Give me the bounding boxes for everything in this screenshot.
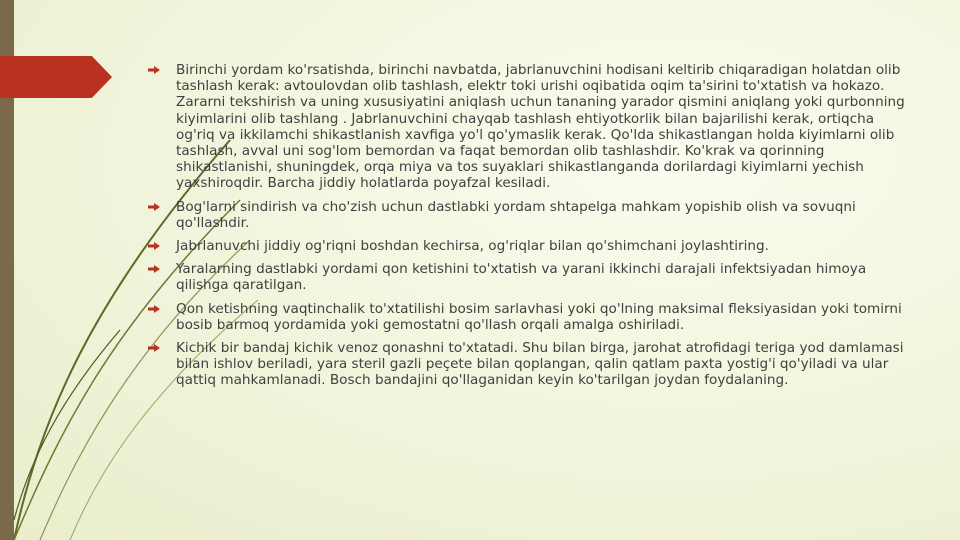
bullet-text: Jabrlanuvchi jiddiy og'riqni boshdan kechirsa, og'riqlar bilan qo'shimchani joylashtiring. [176, 238, 769, 255]
bullet-text: Bog'larni sindirish va cho'zish uchun dastlabki yordam shtapelga mahkam yopishib olish va sovuqni qo'llashdir. [176, 198, 856, 231]
bullet-item [148, 301, 908, 333]
bullet-text: Qon ketishning vaqtinchalik to'xtatilishi bosim sarlavhasi yoki qo'lning maksimal fleksiyasidan yoki tomirni bosib barmoq yordamida yoki gemostatni qo'llash orqali amalga oshiriladi. [176, 300, 902, 333]
slide-content [148, 62, 908, 396]
arrow-bullet-icon [148, 66, 160, 74]
bullet-text: Birinchi yordam ko'rsatishda, birinchi navbatda, jabrlanuvchini hodisani keltirib chiqaradigan holatdan olib tashlash kerak: avtoulovdan olib tashlash, elektr toki urishi oqibatida oqim ta'sirini to'xtatish va hokazo. Zararni tekshirish va uning xususiyatini aniqlash uchun tananing yarador qismini aniqlang yoki qurbonning kiyimlarini olib tashlang . Jabrlanuvchini chayqab tashlash ehtiyotkorlik bilan bajarilishi kerak, ortiqcha og'riq va ikkilamchi shikastlanish xavfiga yo'l qo'ymaslik kerak. Qo'lda shikastlangan holda kiyimlarni olib tashlash, avval uni sog'lom bemordan va faqat bemordan olib tashlashdir. Ko'krak va qorinning shikastlanishi, shuningdek, orqa miya va tos suyaklari shikastlanganda dorilardagi kiyimlarni yechish yaxshiroqdir. Barcha jiddiy holatlarda poyafzal kesiladi. [176, 62, 905, 192]
arrow-bullet-icon [148, 344, 160, 352]
arrow-bullet-icon [148, 203, 160, 211]
bullet-item [148, 199, 908, 231]
bullet-item [148, 62, 908, 192]
arrow-bullet-icon [148, 305, 160, 313]
bullet-text: Kichik bir bandaj kichik venoz qonashni to'xtatadi. Shu bilan birga, jarohat atrofidagi teriga yod damlamasi bilan ishlov beriladi, yara steril gazli peçete bilan qoplangan, qalin qatlam paxta yostig'i qo'yiladi va ular qattiq mahkamlanadi. Bosch bandajini qo'llaganidan keyin ko'tarilgan joydan foydalaning. [176, 340, 904, 389]
arrow-bullet-icon [148, 265, 160, 273]
arrow-bullet-icon [148, 242, 160, 250]
bullet-text: Yaralarning dastlabki yordami qon ketishini to'xtatish va yarani ikkinchi darajali infektsiyadan himoya qilishga qaratilgan. [176, 261, 867, 294]
bullet-item [148, 340, 908, 389]
bullet-item [148, 238, 908, 254]
bullet-list [148, 62, 908, 389]
bullet-item [148, 261, 908, 293]
red-accent-tab [0, 56, 112, 98]
